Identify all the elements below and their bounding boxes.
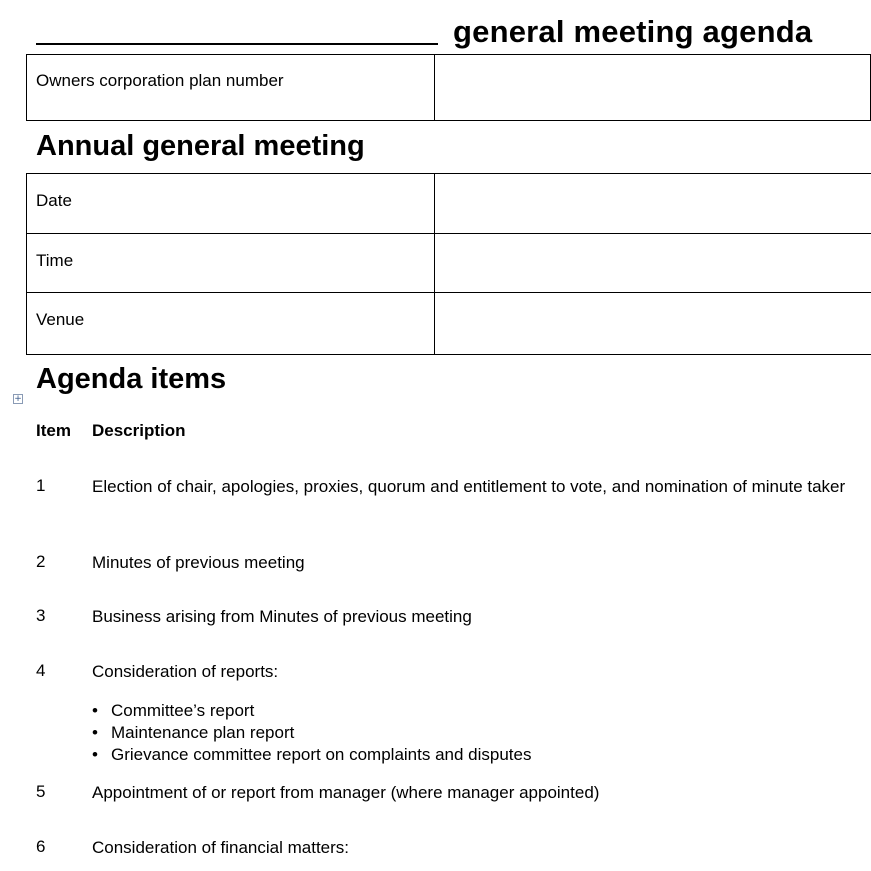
venue-label: Venue [27, 293, 435, 355]
table-row [27, 234, 871, 293]
agenda-heading: Agenda items [36, 363, 227, 395]
plan-number-table [26, 54, 871, 121]
list-item [36, 782, 858, 803]
plan-number-label: Owners corporation plan number [27, 55, 435, 121]
item-number: 2 [36, 552, 46, 571]
agenda-list [36, 421, 858, 857]
list-item [36, 476, 858, 497]
date-field[interactable] [435, 174, 871, 234]
description-column-header: Description [92, 421, 186, 440]
item-number: 5 [36, 782, 46, 801]
item-number: 4 [36, 661, 46, 680]
table-row [27, 293, 871, 355]
time-label: Time [27, 234, 435, 293]
item-number: 3 [36, 606, 46, 625]
venue-field[interactable] [435, 293, 871, 355]
report-bullet-list [92, 700, 858, 766]
list-item [36, 606, 858, 627]
agm-details-table [26, 173, 871, 355]
time-field[interactable] [435, 234, 871, 293]
list-item [36, 837, 858, 858]
bullet-item: • Maintenance plan report [92, 722, 858, 744]
agm-heading: Annual general meeting [36, 130, 365, 162]
item-description: Consideration of reports: [92, 662, 279, 681]
table-row [27, 55, 871, 121]
table-move-handle-icon[interactable]: + [14, 394, 22, 404]
item-description: Minutes of previous meeting [92, 553, 305, 572]
item-number: 6 [36, 837, 46, 856]
list-item [36, 661, 858, 766]
item-description: Election of chair, apologies, proxies, quorum and entitlement to vote, and nomination of minute taker [92, 477, 846, 496]
date-label: Date [27, 174, 435, 234]
bullet-item: • Committee’s report [92, 700, 858, 722]
item-description: Appointment of or report from manager (where manager appointed) [92, 783, 600, 802]
bullet-item: • Grievance committee report on complaints and disputes [92, 744, 858, 766]
item-description-block [92, 661, 858, 766]
list-item [36, 552, 858, 573]
plan-number-field[interactable] [435, 55, 871, 121]
title-blank-line[interactable] [36, 43, 438, 45]
document-title: general meeting agenda [453, 14, 813, 49]
item-number: 1 [36, 476, 46, 495]
document-title-row [36, 8, 866, 48]
table-row [27, 174, 871, 234]
agenda-column-headers [36, 421, 858, 445]
item-column-header: Item [36, 421, 71, 440]
item-description: Business arising from Minutes of previous meeting [92, 607, 472, 626]
item-description: Consideration of financial matters: [92, 838, 350, 857]
